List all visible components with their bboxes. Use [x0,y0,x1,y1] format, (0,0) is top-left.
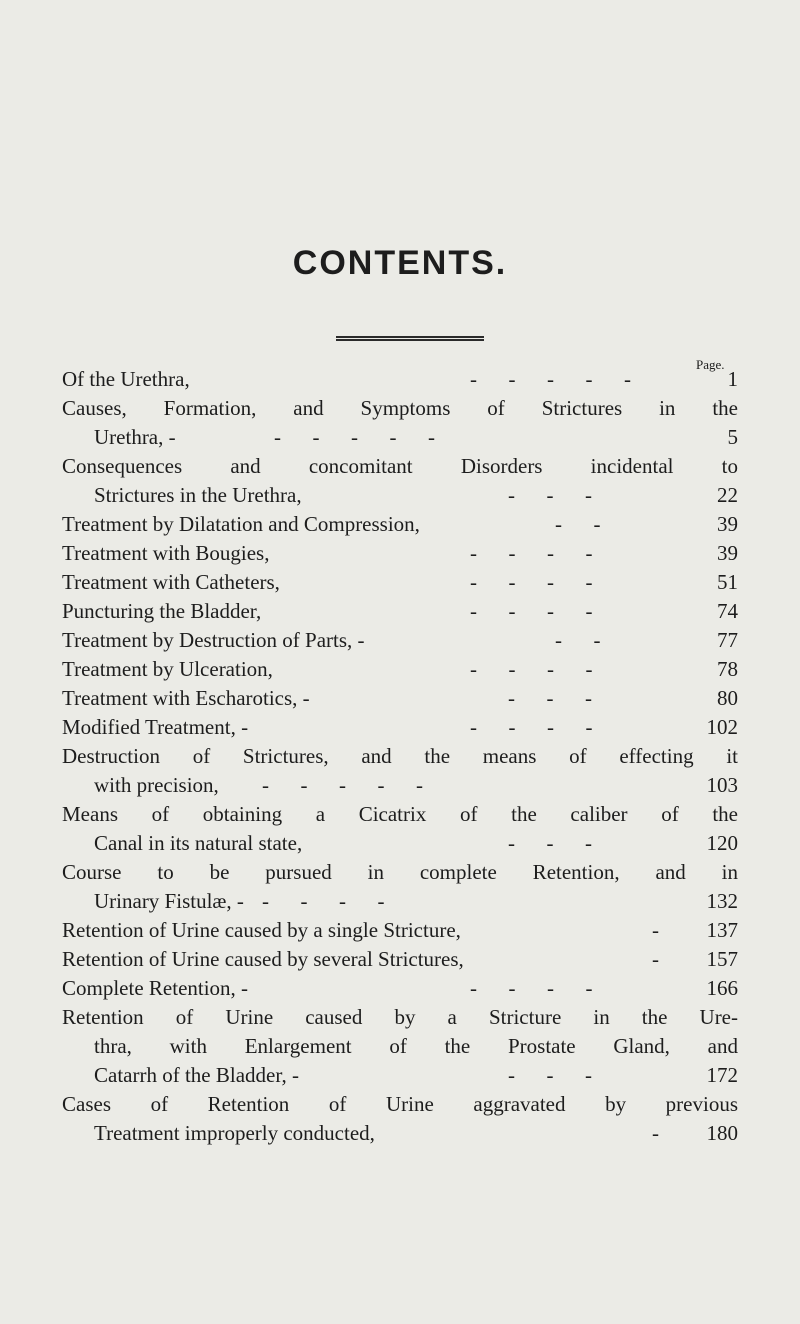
toc-entry-text: Urethra, - [94,425,176,449]
toc-entry [0,945,800,974]
page-title: CONTENTS. [292,244,508,282]
toc-entry [0,742,800,771]
toc-leader: - - - - [470,599,593,623]
toc-entry-text: Means of obtaining a Cicatrix of the caliber of the [62,802,738,826]
toc-entry [0,626,800,655]
toc-entry [0,800,800,829]
toc-entry [0,974,800,1003]
toc-page-number: 157 [706,947,738,971]
toc-entry-text: Canal in its natural state, [94,831,303,855]
toc-leader: - - - - [262,889,385,913]
toc-entry [0,684,800,713]
toc-entry-text: with precision, [94,773,219,797]
toc-entry-text: Destruction of Strictures, and the means of effecting it [62,744,738,768]
toc-entry [0,423,800,452]
toc-entry [0,394,800,423]
toc-entry-text: Treatment by Dilatation and Compression, [62,512,420,536]
toc-page-number: 39 [717,541,738,565]
toc-entry [0,1061,800,1090]
toc-leader: - - - - - [262,773,423,797]
toc-entry [0,916,800,945]
toc-page-number: 5 [727,425,738,449]
toc-entry [0,655,800,684]
toc-entry [0,510,800,539]
toc-entry-text: Treatment with Bougies, [62,541,270,565]
toc-leader: - [652,1121,659,1145]
toc-page-number: 51 [717,570,738,594]
toc-page-number: 180 [706,1121,738,1145]
title-rule [336,336,484,341]
toc-entry [0,1090,800,1119]
toc-entry [0,887,800,916]
toc-leader: - [652,918,659,942]
toc-entry-text: thra, with Enlargement of the Prostate Gland, and [94,1034,738,1058]
toc-page-number: 22 [717,483,738,507]
toc-entry [0,713,800,742]
toc-leader: - - [555,512,601,536]
toc-page-number: 132 [706,889,738,913]
toc-leader: - - - - - [470,367,631,391]
toc-entry-text: Of the Urethra, [62,367,190,391]
toc-page-number: 1 [727,367,738,391]
toc-entry-text: Causes, Formation, and Symptoms of Strictures in the [62,396,738,420]
toc-leader: - - - [508,483,592,507]
toc-entry [0,771,800,800]
toc-leader: - - - - [470,657,593,681]
toc-entry-text: Puncturing the Bladder, [62,599,262,623]
toc-leader: - - - - - [274,425,435,449]
toc-leader: - - - - [470,541,593,565]
toc-entry-text: Cases of Retention of Urine aggravated by previous [62,1092,738,1116]
toc-page-number: 80 [717,686,738,710]
toc-entry-text: Strictures in the Urethra, [94,483,302,507]
toc-page-number: 137 [706,918,738,942]
toc-entry [0,452,800,481]
toc-entry-text: Urinary Fistulæ, - [94,889,244,913]
toc-page-number: 78 [717,657,738,681]
toc-entry [0,1032,800,1061]
toc-entry-text: Treatment by Destruction of Parts, - [62,628,365,652]
toc-entry-text: Treatment by Ulceration, [62,657,273,681]
toc-entry-text: Consequences and concomitant Disorders incidental to [62,454,738,478]
toc-leader: - - - [508,686,592,710]
toc-entry-text: Retention of Urine caused by several Strictures, [62,947,464,971]
toc-entry [0,829,800,858]
toc-entry [0,481,800,510]
toc-entry-text: Treatment with Catheters, [62,570,280,594]
toc-entry-text: Treatment with Escharotics, - [62,686,310,710]
toc-page-number: 103 [706,773,738,797]
toc-leader: - [652,947,659,971]
toc-entry-text: Catarrh of the Bladder, - [94,1063,299,1087]
toc-entry-text: Retention of Urine caused by a single Stricture, [62,918,461,942]
toc-leader: - - - - [470,715,593,739]
toc-page-number: 77 [717,628,738,652]
toc-leader: - - - - [470,570,593,594]
toc-entry-text: Treatment improperly conducted, [94,1121,375,1145]
toc-entry [0,365,800,394]
toc-page-number: 74 [717,599,738,623]
toc-entry [0,568,800,597]
toc-entry-text: Modified Treatment, - [62,715,249,739]
toc-page-number: 172 [706,1063,738,1087]
toc-page-number: 39 [717,512,738,536]
toc-entry-text: Retention of Urine caused by a Stricture in the Ure- [62,1005,738,1029]
toc-leader: - - [555,628,601,652]
toc-page-number: 120 [706,831,738,855]
toc-entry-text: Course to be pursued in complete Retention, and in [62,860,738,884]
toc-leader: - - - [508,831,592,855]
toc-entry [0,1119,800,1148]
toc-page-number: 102 [706,715,738,739]
toc-entry [0,858,800,887]
toc-leader: - - - [508,1063,592,1087]
toc-leader: - - - - [470,976,593,1000]
toc-page-number: 166 [706,976,738,1000]
toc-entry [0,539,800,568]
toc-entry [0,597,800,626]
toc-entry [0,1003,800,1032]
page-column-header: Page. [696,357,725,372]
toc-entry-text: Complete Retention, - [62,976,249,1000]
